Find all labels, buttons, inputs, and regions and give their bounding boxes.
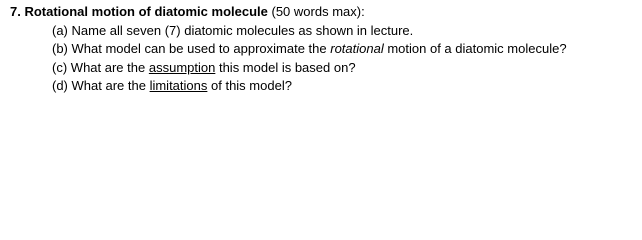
part-a-text: Name all seven (7) diatomic molecules as shown in lecture. [71, 22, 414, 38]
part-a-label: (a) [52, 22, 68, 38]
part-c [10, 59, 640, 78]
word-limit: (50 words max): [271, 4, 365, 19]
question-7 [10, 3, 640, 96]
part-d [10, 77, 640, 96]
part-c-text-after: this model is based on? [218, 59, 356, 75]
part-c-text-before: What are the [70, 59, 146, 75]
part-b-emphasis: rotational [330, 41, 384, 56]
part-b [10, 40, 640, 59]
part-d-underlined: limitations [149, 78, 208, 93]
part-d-label: (d) [52, 78, 68, 93]
part-b-label: (b) [52, 41, 68, 56]
question-heading [10, 3, 640, 22]
part-d-text-before: What are the [71, 78, 146, 93]
question-title: Rotational motion of diatomic molecule [24, 4, 268, 19]
part-c-underlined: assumption [148, 59, 216, 75]
part-b-text-before: What model can be used to approximate the [71, 41, 327, 56]
question-number: 7. [10, 4, 21, 19]
part-d-text-after: of this model? [211, 78, 292, 93]
part-c-label: (c) [52, 59, 68, 75]
part-b-text-after: motion of a diatomic molecule? [387, 41, 567, 56]
part-a [10, 22, 640, 41]
